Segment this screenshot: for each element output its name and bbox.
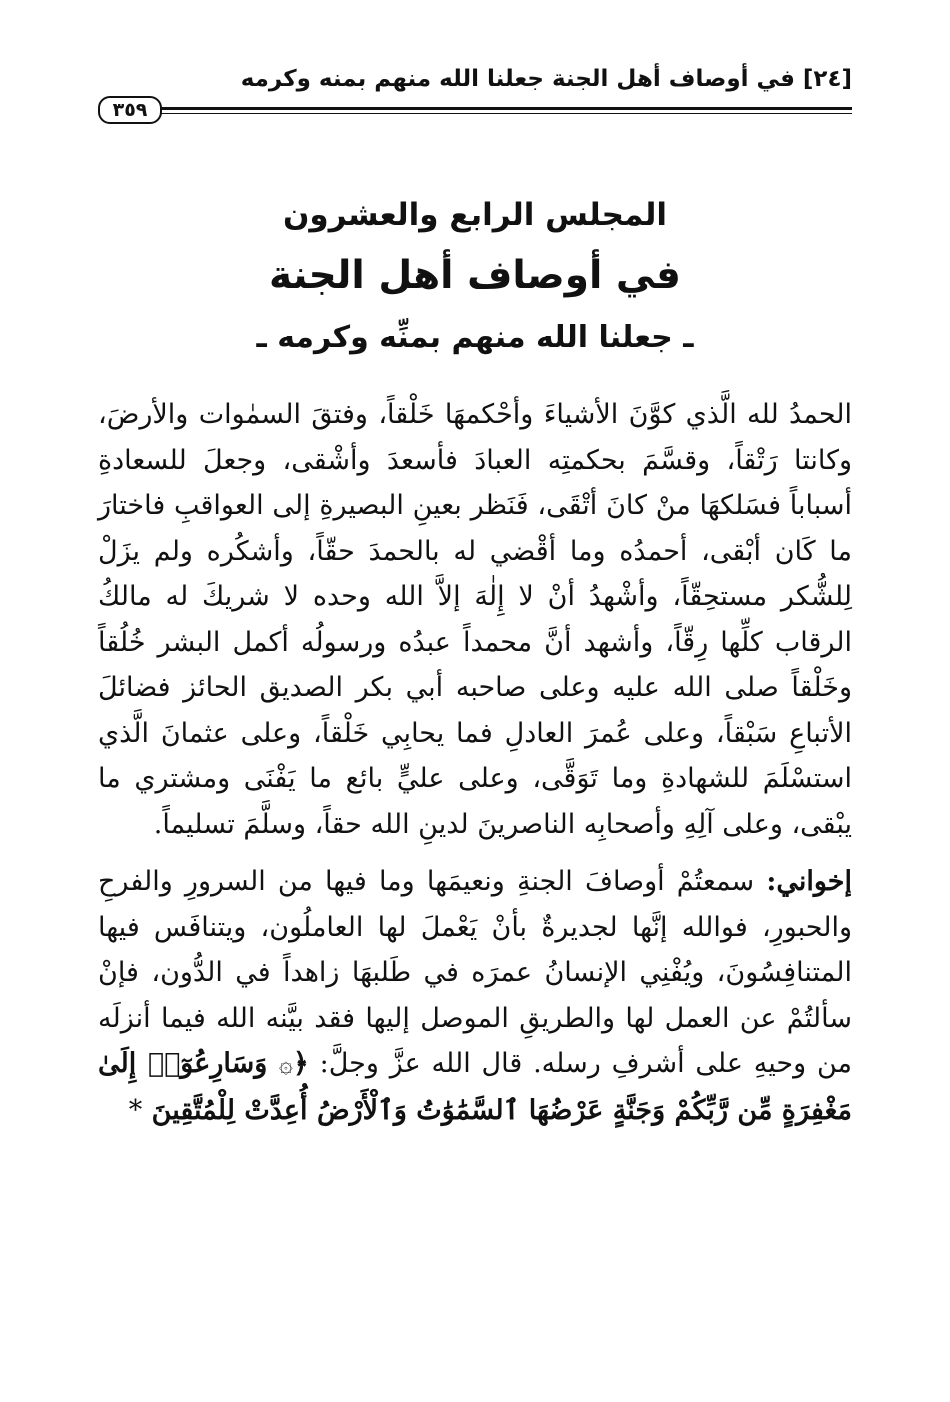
paragraph-2-text: سمعتُمْ أوصافَ الجنةِ ونعيمَها وما فيها من السرورِ والفرحِ والحبورِ، فوالله إنَّها لجديرةٌ بأنْ يَعْملَ لها العاملُون، ويتنافَس فيها المتنافِسُونَ، ويُفْنِي الإنسانُ عمرَه في طَلبهَا زاهداً في الدُّون، فإنْ سألتُمْ عن العمل لها والطريقِ الموصل إليها فقد بيَّنه الله فيما أنزلَه من وحيهِ على أشرفِ رسله. قال الله عزَّ وجلَّ: xyxy=(98,866,852,1079)
header-rule-thin xyxy=(146,113,852,114)
quran-open-bracket: ﴿ xyxy=(292,1048,309,1079)
header-rule-thick xyxy=(146,107,852,110)
body-text xyxy=(98,392,852,1133)
paragraph-2 xyxy=(98,859,852,1133)
chapter-title-line-3: ـ جعلنا الله منهم بمنِّه وكرمه ـ xyxy=(256,320,694,355)
ornament-icon: ۞ xyxy=(278,1050,293,1078)
paragraph-2-lead: إخواني: xyxy=(766,866,852,897)
page-number: ٣٥٩ xyxy=(98,96,162,124)
running-title: [٢٤] في أوصاف أهل الجنة جعلنا الله منهم بمنه وكرمه xyxy=(240,66,852,92)
chapter-title-line-1: المجلس الرابع والعشرون xyxy=(282,197,668,233)
paragraph-1: الحمدُ لله الَّذي كوَّنَ الأشياءَ وأحْكمهَا خَلْقاً، وفتقَ السمٰوات والأرضَ، وكانتا رَتْقاً، وقسَّمَ بحكمتِه العبادَ فأسعدَ وأشْقى، وجعلَ للسعادةِ أسباباً فسَلكهَا منْ كانَ أتْقَى، فَنَظر بعينِ البصيرةِ إلى العواقبِ فاختارَ ما كَان أبْقى، أحمدُه وما أقْضي له بالحمدَ حقّاً، وأشكُره ولم يزَلْ لِلشُّكر مستحِقّاً، وأشْهدُ أنْ لا إِلٰهَ إلاَّ الله وحده لا شريكَ له مالكُ الرقاب كلِّها رِقّاً، وأشهد أنَّ محمداً عبدُه ورسولُه أكمل البشر خُلُقاً وخَلْقاً صلى الله عليه وعلى صاحبه أبي بكر الصديق الحائز فضائلَ الأتباعِ سَبْقاً، وعلى عُمرَ العادلِ فما يحابِي خَلْقاً، وعلى عثمانَ الَّذي استسْلَمَ للشهادةِ وما تَوَقَّى، وعلى عليٍّ بائع ما يَفْنَى ومشتري ما يبْقى، وعلى آلِهِ وأصحابِه الناصرينَ لدينِ الله حقاً، وسلَّمَ تسليماً. xyxy=(98,399,852,840)
running-header xyxy=(98,66,852,122)
quran-verse: وَسَارِعُوٓا۟ إِلَىٰ مَغْفِرَةٍ مِّن رَّبِّكُمْ وَجَنَّةٍ عَرْضُهَا ٱلسَّمَٰوَٰتُ وَٱلْأَرْضُ أُعِدَّتْ لِلْمُتَّقِينَ xyxy=(98,1048,852,1126)
chapter-title-block xyxy=(98,192,852,364)
verse-end-mark: * xyxy=(128,1094,143,1126)
chapter-title-line-2: في أوصاف أهل الجنة xyxy=(269,253,681,298)
